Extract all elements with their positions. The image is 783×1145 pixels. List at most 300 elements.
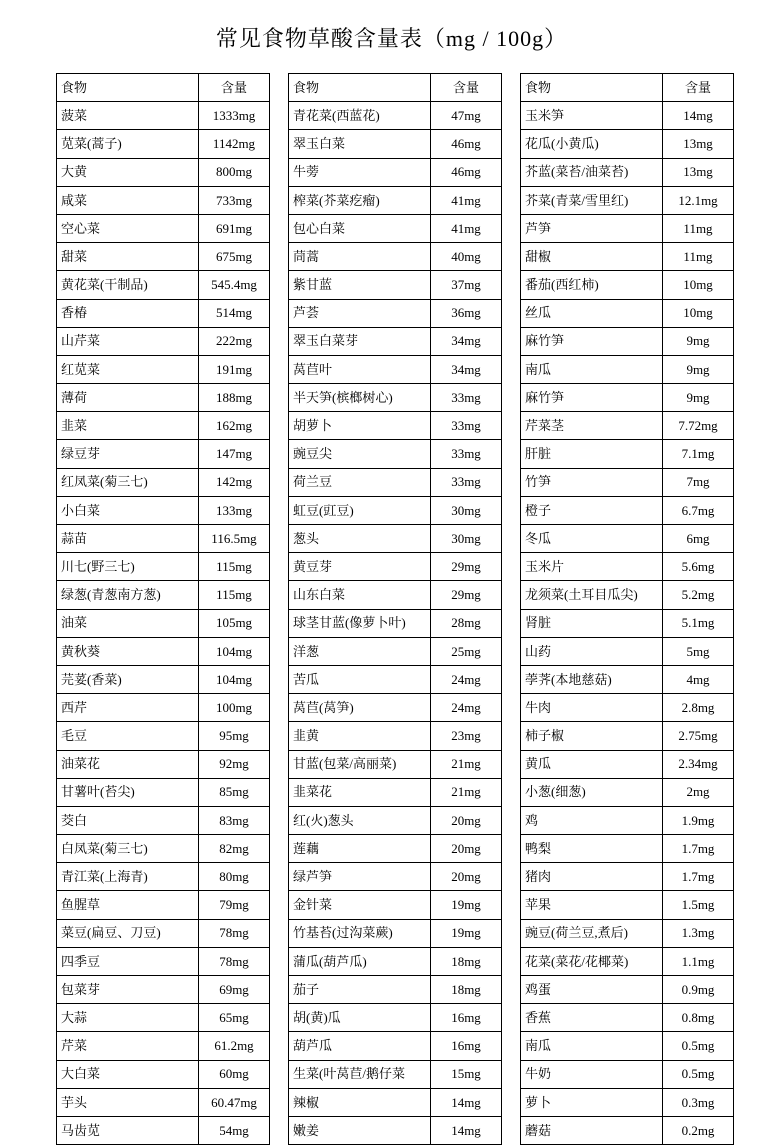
food-name-cell: 莴苣(莴笋) [289,694,431,722]
oxalate-value-cell: 20mg [431,806,502,834]
oxalate-value-cell: 10mg [663,271,734,299]
oxalate-value-cell: 34mg [431,355,502,383]
oxalate-value-cell: 24mg [431,665,502,693]
table-row [57,158,270,186]
table-row [521,525,734,553]
table-row [521,158,734,186]
oxalate-value-cell: 24mg [431,694,502,722]
oxalate-value-cell: 191mg [199,355,270,383]
food-name-cell: 猪肉 [521,863,663,891]
oxalate-value-cell: 104mg [199,665,270,693]
oxalate-value-cell: 47mg [431,102,502,130]
food-name-cell: 薄荷 [57,384,199,412]
food-name-cell: 甘薯叶(苔尖) [57,778,199,806]
food-name-cell: 蘑菇 [521,1116,663,1144]
table-row [289,609,502,637]
table-row [57,919,270,947]
table-row [289,1116,502,1144]
table-body-3 [521,102,734,1145]
food-name-cell: 苋菜(蒿子) [57,130,199,158]
table-row [57,1032,270,1060]
oxalate-value-cell: 92mg [199,750,270,778]
oxalate-value-cell: 1.7mg [663,863,734,891]
table-row [521,1116,734,1144]
table-row [289,947,502,975]
table-row [289,271,502,299]
table-row [289,722,502,750]
table-row [57,553,270,581]
oxalate-value-cell: 1333mg [199,102,270,130]
oxalate-value-cell: 115mg [199,581,270,609]
oxalate-value-cell: 2.8mg [663,694,734,722]
oxalate-value-cell: 21mg [431,778,502,806]
oxalate-value-cell: 115mg [199,553,270,581]
food-name-cell: 肾脏 [521,609,663,637]
table-row [57,947,270,975]
table-row [521,468,734,496]
oxalate-value-cell: 18mg [431,947,502,975]
food-name-cell: 胡萝卜 [289,412,431,440]
table-row [289,130,502,158]
table-row [289,1032,502,1060]
table-row [57,694,270,722]
table-row [521,243,734,271]
table-row [521,130,734,158]
oxalate-table-column-3 [520,73,734,1145]
oxalate-value-cell: 9mg [663,355,734,383]
oxalate-value-cell: 16mg [431,1032,502,1060]
oxalate-value-cell: 33mg [431,384,502,412]
table-row [521,271,734,299]
oxalate-value-cell: 29mg [431,581,502,609]
table-row [521,412,734,440]
table-row [57,637,270,665]
oxalate-value-cell: 18mg [431,976,502,1004]
table-row [57,130,270,158]
column-header-food: 食物 [57,74,199,102]
oxalate-value-cell: 514mg [199,299,270,327]
food-name-cell: 豌豆尖 [289,440,431,468]
oxalate-value-cell: 1142mg [199,130,270,158]
food-name-cell: 茭白 [57,806,199,834]
table-row [521,1088,734,1116]
food-name-cell: 青江菜(上海青) [57,863,199,891]
oxalate-value-cell: 41mg [431,214,502,242]
food-name-cell: 甜菜 [57,243,199,271]
table-row [289,355,502,383]
food-name-cell: 萝卜 [521,1088,663,1116]
food-name-cell: 柿子椒 [521,722,663,750]
table-row [57,1060,270,1088]
food-name-cell: 牛蒡 [289,158,431,186]
table-row [521,891,734,919]
food-name-cell: 芋头 [57,1088,199,1116]
food-name-cell: 小白菜 [57,496,199,524]
table-row [57,581,270,609]
table-row [57,778,270,806]
food-name-cell: 大白菜 [57,1060,199,1088]
oxalate-value-cell: 15mg [431,1060,502,1088]
oxalate-value-cell: 104mg [199,637,270,665]
food-name-cell: 鸭梨 [521,835,663,863]
food-name-cell: 荸荠(本地慈菇) [521,665,663,693]
table-row [57,327,270,355]
table-row [521,947,734,975]
table-row [289,1088,502,1116]
oxalate-value-cell: 19mg [431,891,502,919]
food-name-cell: 榨菜(芥菜疙瘤) [289,186,431,214]
table-row [57,750,270,778]
oxalate-value-cell: 54mg [199,1116,270,1144]
table-row [521,919,734,947]
food-name-cell: 茼蒿 [289,243,431,271]
food-name-cell: 肝脏 [521,440,663,468]
food-name-cell: 胡(黄)瓜 [289,1004,431,1032]
table-row [521,553,734,581]
table-row [521,186,734,214]
table-row [521,665,734,693]
food-name-cell: 绿葱(青葱南方葱) [57,581,199,609]
food-name-cell: 冬瓜 [521,525,663,553]
table-row [289,835,502,863]
table-row [289,581,502,609]
table-row [289,637,502,665]
food-name-cell: 咸菜 [57,186,199,214]
table-row [521,778,734,806]
oxalate-value-cell: 36mg [431,299,502,327]
table-row [57,271,270,299]
table-row [289,976,502,1004]
food-name-cell: 豌豆(荷兰豆,煮后) [521,919,663,947]
oxalate-value-cell: 5.6mg [663,553,734,581]
food-name-cell: 番茄(西红柿) [521,271,663,299]
oxalate-value-cell: 14mg [431,1116,502,1144]
column-header-content: 含量 [431,74,502,102]
table-row [521,355,734,383]
oxalate-value-cell: 0.9mg [663,976,734,1004]
table-row [289,553,502,581]
food-name-cell: 芥菜(青菜/雪里红) [521,186,663,214]
oxalate-value-cell: 23mg [431,722,502,750]
oxalate-value-cell: 11mg [663,243,734,271]
food-name-cell: 鸡蛋 [521,976,663,1004]
food-name-cell: 芹菜 [57,1032,199,1060]
table-row [289,694,502,722]
table-row [57,891,270,919]
food-name-cell: 红苋菜 [57,355,199,383]
food-name-cell: 黄瓜 [521,750,663,778]
column-header-food: 食物 [521,74,663,102]
table-row [57,440,270,468]
oxalate-value-cell: 105mg [199,609,270,637]
food-name-cell: 青花菜(西蓝花) [289,102,431,130]
table-row [289,299,502,327]
oxalate-value-cell: 83mg [199,806,270,834]
food-name-cell: 川七(野三七) [57,553,199,581]
food-name-cell: 四季豆 [57,947,199,975]
food-name-cell: 包心白菜 [289,214,431,242]
food-name-cell: 韭菜花 [289,778,431,806]
table-row [521,1004,734,1032]
table-row [57,835,270,863]
oxalate-value-cell: 40mg [431,243,502,271]
oxalate-value-cell: 7.72mg [663,412,734,440]
table-row [57,243,270,271]
table-row [289,327,502,355]
oxalate-value-cell: 20mg [431,863,502,891]
table-row [57,384,270,412]
food-name-cell: 辣椒 [289,1088,431,1116]
food-name-cell: 玉米片 [521,553,663,581]
food-name-cell: 花瓜(小黄瓜) [521,130,663,158]
oxalate-value-cell: 85mg [199,778,270,806]
food-name-cell: 洋葱 [289,637,431,665]
table-row [57,863,270,891]
food-name-cell: 香椿 [57,299,199,327]
oxalate-value-cell: 0.8mg [663,1004,734,1032]
table-row [521,976,734,1004]
table-row [57,665,270,693]
table-row [521,637,734,665]
food-name-cell: 葫芦瓜 [289,1032,431,1060]
oxalate-value-cell: 0.5mg [663,1032,734,1060]
oxalate-value-cell: 69mg [199,976,270,1004]
food-name-cell: 甜椒 [521,243,663,271]
table-row [289,186,502,214]
food-name-cell: 虹豆(豇豆) [289,496,431,524]
oxalate-value-cell: 12.1mg [663,186,734,214]
table-header-row [521,74,734,102]
oxalate-value-cell: 34mg [431,327,502,355]
food-name-cell: 山药 [521,637,663,665]
table-row [289,863,502,891]
table-row [57,1116,270,1144]
table-row [289,806,502,834]
oxalate-value-cell: 29mg [431,553,502,581]
oxalate-value-cell: 14mg [431,1088,502,1116]
table-row [521,496,734,524]
table-header-row [289,74,502,102]
table-row [289,1060,502,1088]
oxalate-value-cell: 41mg [431,186,502,214]
oxalate-value-cell: 7.1mg [663,440,734,468]
food-name-cell: 韭黄 [289,722,431,750]
food-name-cell: 芦荟 [289,299,431,327]
food-name-cell: 莴苣叶 [289,355,431,383]
oxalate-value-cell: 0.5mg [663,1060,734,1088]
food-name-cell: 香蕉 [521,1004,663,1032]
oxalate-value-cell: 0.3mg [663,1088,734,1116]
table-row [289,750,502,778]
food-name-cell: 麻竹笋 [521,327,663,355]
food-name-cell: 橙子 [521,496,663,524]
oxalate-value-cell: 46mg [431,158,502,186]
table-row [57,299,270,327]
food-name-cell: 苹果 [521,891,663,919]
oxalate-value-cell: 30mg [431,496,502,524]
oxalate-value-cell: 1.9mg [663,806,734,834]
food-name-cell: 甘蓝(包菜/高丽菜) [289,750,431,778]
oxalate-value-cell: 6mg [663,525,734,553]
table-row [521,214,734,242]
food-name-cell: 芫荽(香菜) [57,665,199,693]
food-name-cell: 莲藕 [289,835,431,863]
table-row [289,778,502,806]
food-name-cell: 球茎甘蓝(像萝卜叶) [289,609,431,637]
oxalate-value-cell: 9mg [663,327,734,355]
food-name-cell: 空心菜 [57,214,199,242]
table-row [57,186,270,214]
table-row [289,412,502,440]
table-row [289,440,502,468]
table-row [57,806,270,834]
oxalate-value-cell: 2.75mg [663,722,734,750]
oxalate-value-cell: 142mg [199,468,270,496]
table-row [521,609,734,637]
table-row [289,665,502,693]
table-row [57,496,270,524]
table-row [289,243,502,271]
food-name-cell: 马齿苋 [57,1116,199,1144]
food-name-cell: 鸡 [521,806,663,834]
oxalate-value-cell: 0.2mg [663,1116,734,1144]
food-name-cell: 大黄 [57,158,199,186]
oxalate-value-cell: 116.5mg [199,525,270,553]
food-name-cell: 玉米笋 [521,102,663,130]
oxalate-value-cell: 733mg [199,186,270,214]
oxalate-value-cell: 691mg [199,214,270,242]
oxalate-value-cell: 33mg [431,468,502,496]
oxalate-value-cell: 5mg [663,637,734,665]
table-row [57,525,270,553]
oxalate-value-cell: 675mg [199,243,270,271]
food-name-cell: 西芹 [57,694,199,722]
oxalate-value-cell: 78mg [199,919,270,947]
food-name-cell: 白凤菜(菊三七) [57,835,199,863]
food-name-cell: 红(火)葱头 [289,806,431,834]
table-body-2 [289,102,502,1145]
oxalate-value-cell: 95mg [199,722,270,750]
table-row [289,1004,502,1032]
food-name-cell: 毛豆 [57,722,199,750]
oxalate-value-cell: 37mg [431,271,502,299]
table-row [57,722,270,750]
table-row [521,102,734,130]
table-row [289,468,502,496]
table-row [289,496,502,524]
oxalate-value-cell: 5.2mg [663,581,734,609]
oxalate-value-cell: 82mg [199,835,270,863]
oxalate-value-cell: 80mg [199,863,270,891]
food-name-cell: 山东白菜 [289,581,431,609]
table-row [289,919,502,947]
oxalate-value-cell: 79mg [199,891,270,919]
food-name-cell: 翠玉白菜芽 [289,327,431,355]
oxalate-value-cell: 13mg [663,130,734,158]
oxalate-value-cell: 5.1mg [663,609,734,637]
food-name-cell: 半天笋(槟榔树心) [289,384,431,412]
food-name-cell: 丝瓜 [521,299,663,327]
oxalate-value-cell: 7mg [663,468,734,496]
food-name-cell: 小葱(细葱) [521,778,663,806]
table-row [289,525,502,553]
food-name-cell: 鱼腥草 [57,891,199,919]
oxalate-value-cell: 1.7mg [663,835,734,863]
table-row [521,384,734,412]
oxalate-value-cell: 30mg [431,525,502,553]
table-row [521,327,734,355]
oxalate-value-cell: 1.5mg [663,891,734,919]
page-title: 常见食物草酸含量表（mg / 100g） [215,26,568,51]
oxalate-value-cell: 1.1mg [663,947,734,975]
table-row [289,214,502,242]
table-row [521,581,734,609]
column-header-content: 含量 [199,74,270,102]
food-name-cell: 南瓜 [521,355,663,383]
food-name-cell: 菠菜 [57,102,199,130]
oxalate-value-cell: 21mg [431,750,502,778]
table-row [289,384,502,412]
table-row [57,214,270,242]
oxalate-value-cell: 11mg [663,214,734,242]
oxalate-value-cell: 60mg [199,1060,270,1088]
column-header-content: 含量 [663,74,734,102]
table-row [57,609,270,637]
oxalate-value-cell: 16mg [431,1004,502,1032]
food-name-cell: 芦笋 [521,214,663,242]
oxalate-value-cell: 1.3mg [663,919,734,947]
food-name-cell: 茄子 [289,976,431,1004]
table-row [521,1032,734,1060]
food-name-cell: 金针菜 [289,891,431,919]
table-row [57,355,270,383]
oxalate-value-cell: 78mg [199,947,270,975]
table-row [521,806,734,834]
table-row [289,102,502,130]
table-row [57,468,270,496]
food-name-cell: 花菜(菜花/花椰菜) [521,947,663,975]
food-name-cell: 韭菜 [57,412,199,440]
table-row [521,694,734,722]
food-name-cell: 大蒜 [57,1004,199,1032]
table-header-row [57,74,270,102]
oxalate-value-cell: 133mg [199,496,270,524]
oxalate-value-cell: 25mg [431,637,502,665]
food-name-cell: 南瓜 [521,1032,663,1060]
oxalate-value-cell: 28mg [431,609,502,637]
food-name-cell: 油菜 [57,609,199,637]
food-name-cell: 黄秋葵 [57,637,199,665]
food-name-cell: 包菜芽 [57,976,199,1004]
oxalate-value-cell: 65mg [199,1004,270,1032]
food-name-cell: 麻竹笋 [521,384,663,412]
food-name-cell: 牛奶 [521,1060,663,1088]
table-row [521,863,734,891]
oxalate-value-cell: 222mg [199,327,270,355]
food-name-cell: 荷兰豆 [289,468,431,496]
oxalate-table-column-1 [56,73,270,1145]
oxalate-value-cell: 6.7mg [663,496,734,524]
table-row [521,1060,734,1088]
oxalate-value-cell: 2.34mg [663,750,734,778]
oxalate-value-cell: 188mg [199,384,270,412]
food-name-cell: 芥蓝(菜苔/油菜苔) [521,158,663,186]
table-body-1 [57,102,270,1145]
food-name-cell: 蒜苗 [57,525,199,553]
food-name-cell: 葱头 [289,525,431,553]
food-name-cell: 菜豆(扁豆、刀豆) [57,919,199,947]
food-name-cell: 蒲瓜(葫芦瓜) [289,947,431,975]
